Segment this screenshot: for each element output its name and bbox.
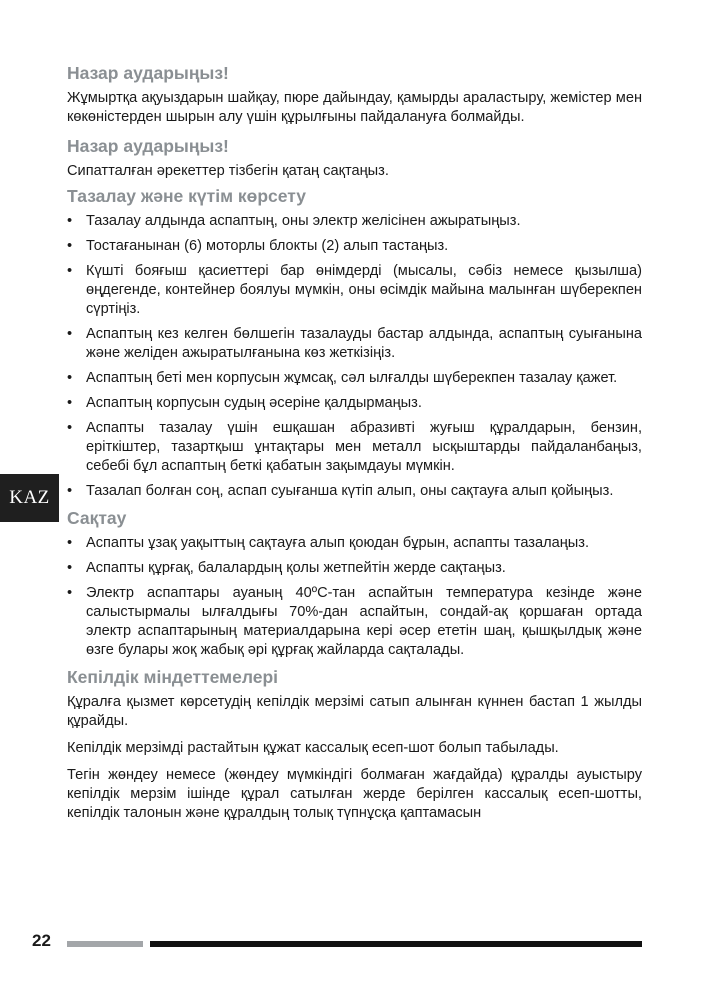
attention-heading-1: Назар аударыңыз!	[67, 63, 229, 83]
cleaning-heading: Тазалау және күтім көрсету	[67, 186, 306, 206]
attention-text-2: Сипатталған әрекеттер тізбегін қатаң сақтаңыз.	[67, 163, 389, 179]
list-item: • Аспапты ұзақ уақыттың сақтауға алып қоюдан бұрын, аспапты тазалаңыз.	[67, 534, 642, 553]
list-item: • Тазалау алдында аспаптың, оны электр желісінен ажыратыңыз.	[67, 212, 642, 231]
page-content	[67, 62, 642, 831]
list-item: • Аспаптың беті мен корпусын жұмсақ, сәл ылғалды шүберекпен тазалау қажет.	[67, 369, 642, 388]
list-item: • Аспаптың кез келген бөлшегін тазалауды бастар алдында, аспаптың суығанына және желіден ажыратылғанына көз жеткізіңіз.	[67, 325, 642, 363]
storage-heading: Сақтау	[67, 508, 127, 528]
language-tab: KAZ	[0, 474, 59, 522]
warranty-heading: Кепілдік міндеттемелері	[67, 667, 279, 687]
storage-list	[67, 534, 642, 660]
warranty-paragraph: Құралға қызмет көрсетудің кепілдік мерзімі сатып алынған күннен бастап 1 жылды құрайды.	[67, 694, 642, 729]
footer-rule-black	[150, 941, 642, 947]
warranty-paragraph: Тегін жөндеу немесе (жөндеу мүмкіндігі болмаған жағдайда) құралды ауыстыру кепілдік мерзім ішінде құрал сатылған жерде берілген кассалық есеп-шотты, кепілдік талонын және құралдың толық түпнұсқа қаптамасын	[67, 767, 642, 821]
list-item: • Аспаптың корпусын судың әсеріне қалдырмаңыз.	[67, 394, 642, 413]
attention-heading-2: Назар аударыңыз!	[67, 136, 229, 156]
footer-rule-gray	[67, 941, 143, 947]
list-item: • Күшті бояғыш қасиеттері бар өнімдерді (мысалы, сәбіз немесе қызылша) өңдегенде, контейнер боялуы мүмкін, оны өсімдік майына малынған шүберекпен сүртіңіз.	[67, 262, 642, 319]
list-item: • Тостағанынан (6) моторлы блокты (2) алып тастаңыз.	[67, 237, 642, 256]
attention-text-1: Жұмыртқа ақуыздарын шайқау, пюре дайындау, қамырды араластыру, жемістер мен көкөністерден шырын алу үшін құрылғыны пайдалануға болмайды.	[67, 90, 642, 125]
warranty-paragraph: Кепілдік мерзімді растайтын құжат кассалық есеп-шот болып табылады.	[67, 740, 559, 756]
page-number: 22	[32, 931, 51, 950]
list-item: • Тазалап болған соң, аспап суығанша күтіп алып, оны сақтауға алып қойыңыз.	[67, 482, 642, 501]
list-item: • Аспапты тазалау үшін ешқашан абразивті жуғыш құралдарын, бензин, еріткіштер, тазартқыш ұнтақтары мен металл ысқыштарды пайдаланбаңыз, себебі бұл аспаптың беткі қабатын зақымдауы мүмкін.	[67, 419, 642, 476]
list-item: • Электр аспаптары ауаның 40ºC-тан аспайтын температура кезінде және салыстырмалы ылғалдығы 70%-дан аспайтын, сондай-ақ қоршаған ортада электр аспаптарының материалдарына кері әсер ететін шаң, қышқылдық және өзге булары жоқ жабық әрі құрғақ жайларда сақталады.	[67, 584, 642, 660]
list-item: • Аспапты құрғақ, балалардың қолы жетпейтін жерде сақтаңыз.	[67, 559, 642, 578]
cleaning-list	[67, 212, 642, 501]
